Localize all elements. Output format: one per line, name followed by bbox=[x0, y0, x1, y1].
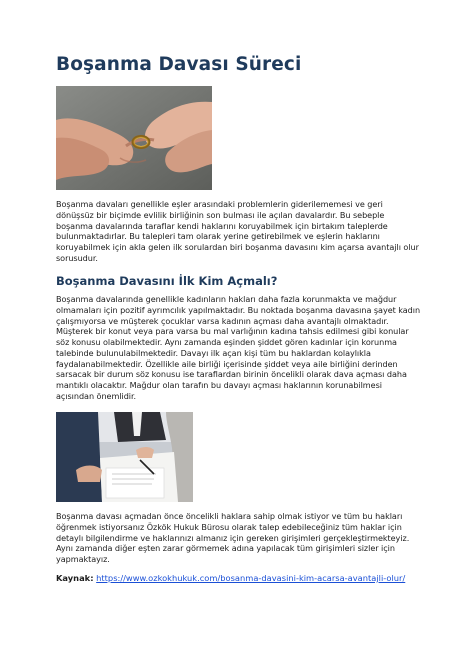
page-title: Boşanma Davası Süreci bbox=[56, 54, 302, 75]
source-label: Kaynak: bbox=[56, 573, 94, 583]
wedding-ring-photo bbox=[56, 86, 212, 190]
closing-paragraph: Boşanma davası açmadan önce öncelikli haklara sahip olmak istiyor ve tüm bu hakları öğrenmek istiyorsanız Özkök Hukuk Bürosu olarak talep edebileceğiniz tüm haklar için detaylı bilgilendirme ve haklarınızı almanız için gereken girişimleri gerçekleştirmekteyiz. Aynı zamanda diğer eşten zarar görmemek adına yapılacak tüm girişimleri sizler için yapmaktayız. bbox=[56, 511, 410, 564]
section-heading: Boşanma Davasını İlk Kim Açmalı? bbox=[56, 274, 278, 288]
lawyer-meeting-photo bbox=[56, 412, 193, 502]
intro-paragraph: Boşanma davaları genellikle eşler arasındaki problemlerin giderilememesi ve geri dönüşsüz bir biçimde evlilik birliğinin son bulması ile açılan davalardır. Bu sebeple boşanma davalarında taraflar kendi haklarını koruyabilmek için birtakım taleplerde bulunmaktadırlar. Bu talepleri tam olarak yerine getirebilmek ve eşlerin haklarını koruyabilmek için akla gelen ilk sorulardan biri boşanma davasını kim açarsa avantajlı olur sorusudur. bbox=[56, 199, 419, 263]
source-line bbox=[56, 573, 436, 584]
section-paragraph: Boşanma davalarında genellikle kadınların hakları daha fazla korunmakta ve mağdur olmamaları için pozitif ayrımcılık yapılmaktadır. Bu noktada boşanma davasına şayet kadın çalışmıyorsa ve müşterek çocuklar varsa kadının açması daha avantajlı olmaktadır. Müşterek bir konut veya para varsa bu mal varlığının kadına tahsis edilmesi gibi konular söz konusu olabilmektedir. Aynı zamanda eşinden şiddet gören kadınlar için korunma talebinde bulunulabilmektedir. Davayı ilk açan kişi tüm bu haklardan kolaylıkla faydalanabilmektedir. Özellikle aile birliği içerisinde şiddet veya aile birliğini derinden sarsacak bir durum söz konusu ise taraflardan birinin öncelikli olarak dava açması daha mantıklı olacaktır. Mağdur olan tarafın bu davayı açması haklarının korunabilmesi açısından önemlidir. bbox=[56, 294, 421, 401]
source-link[interactable]: https://www.ozkokhukuk.com/bosanma-davasini-kim-acarsa-avantajli-olur/ bbox=[96, 573, 406, 583]
